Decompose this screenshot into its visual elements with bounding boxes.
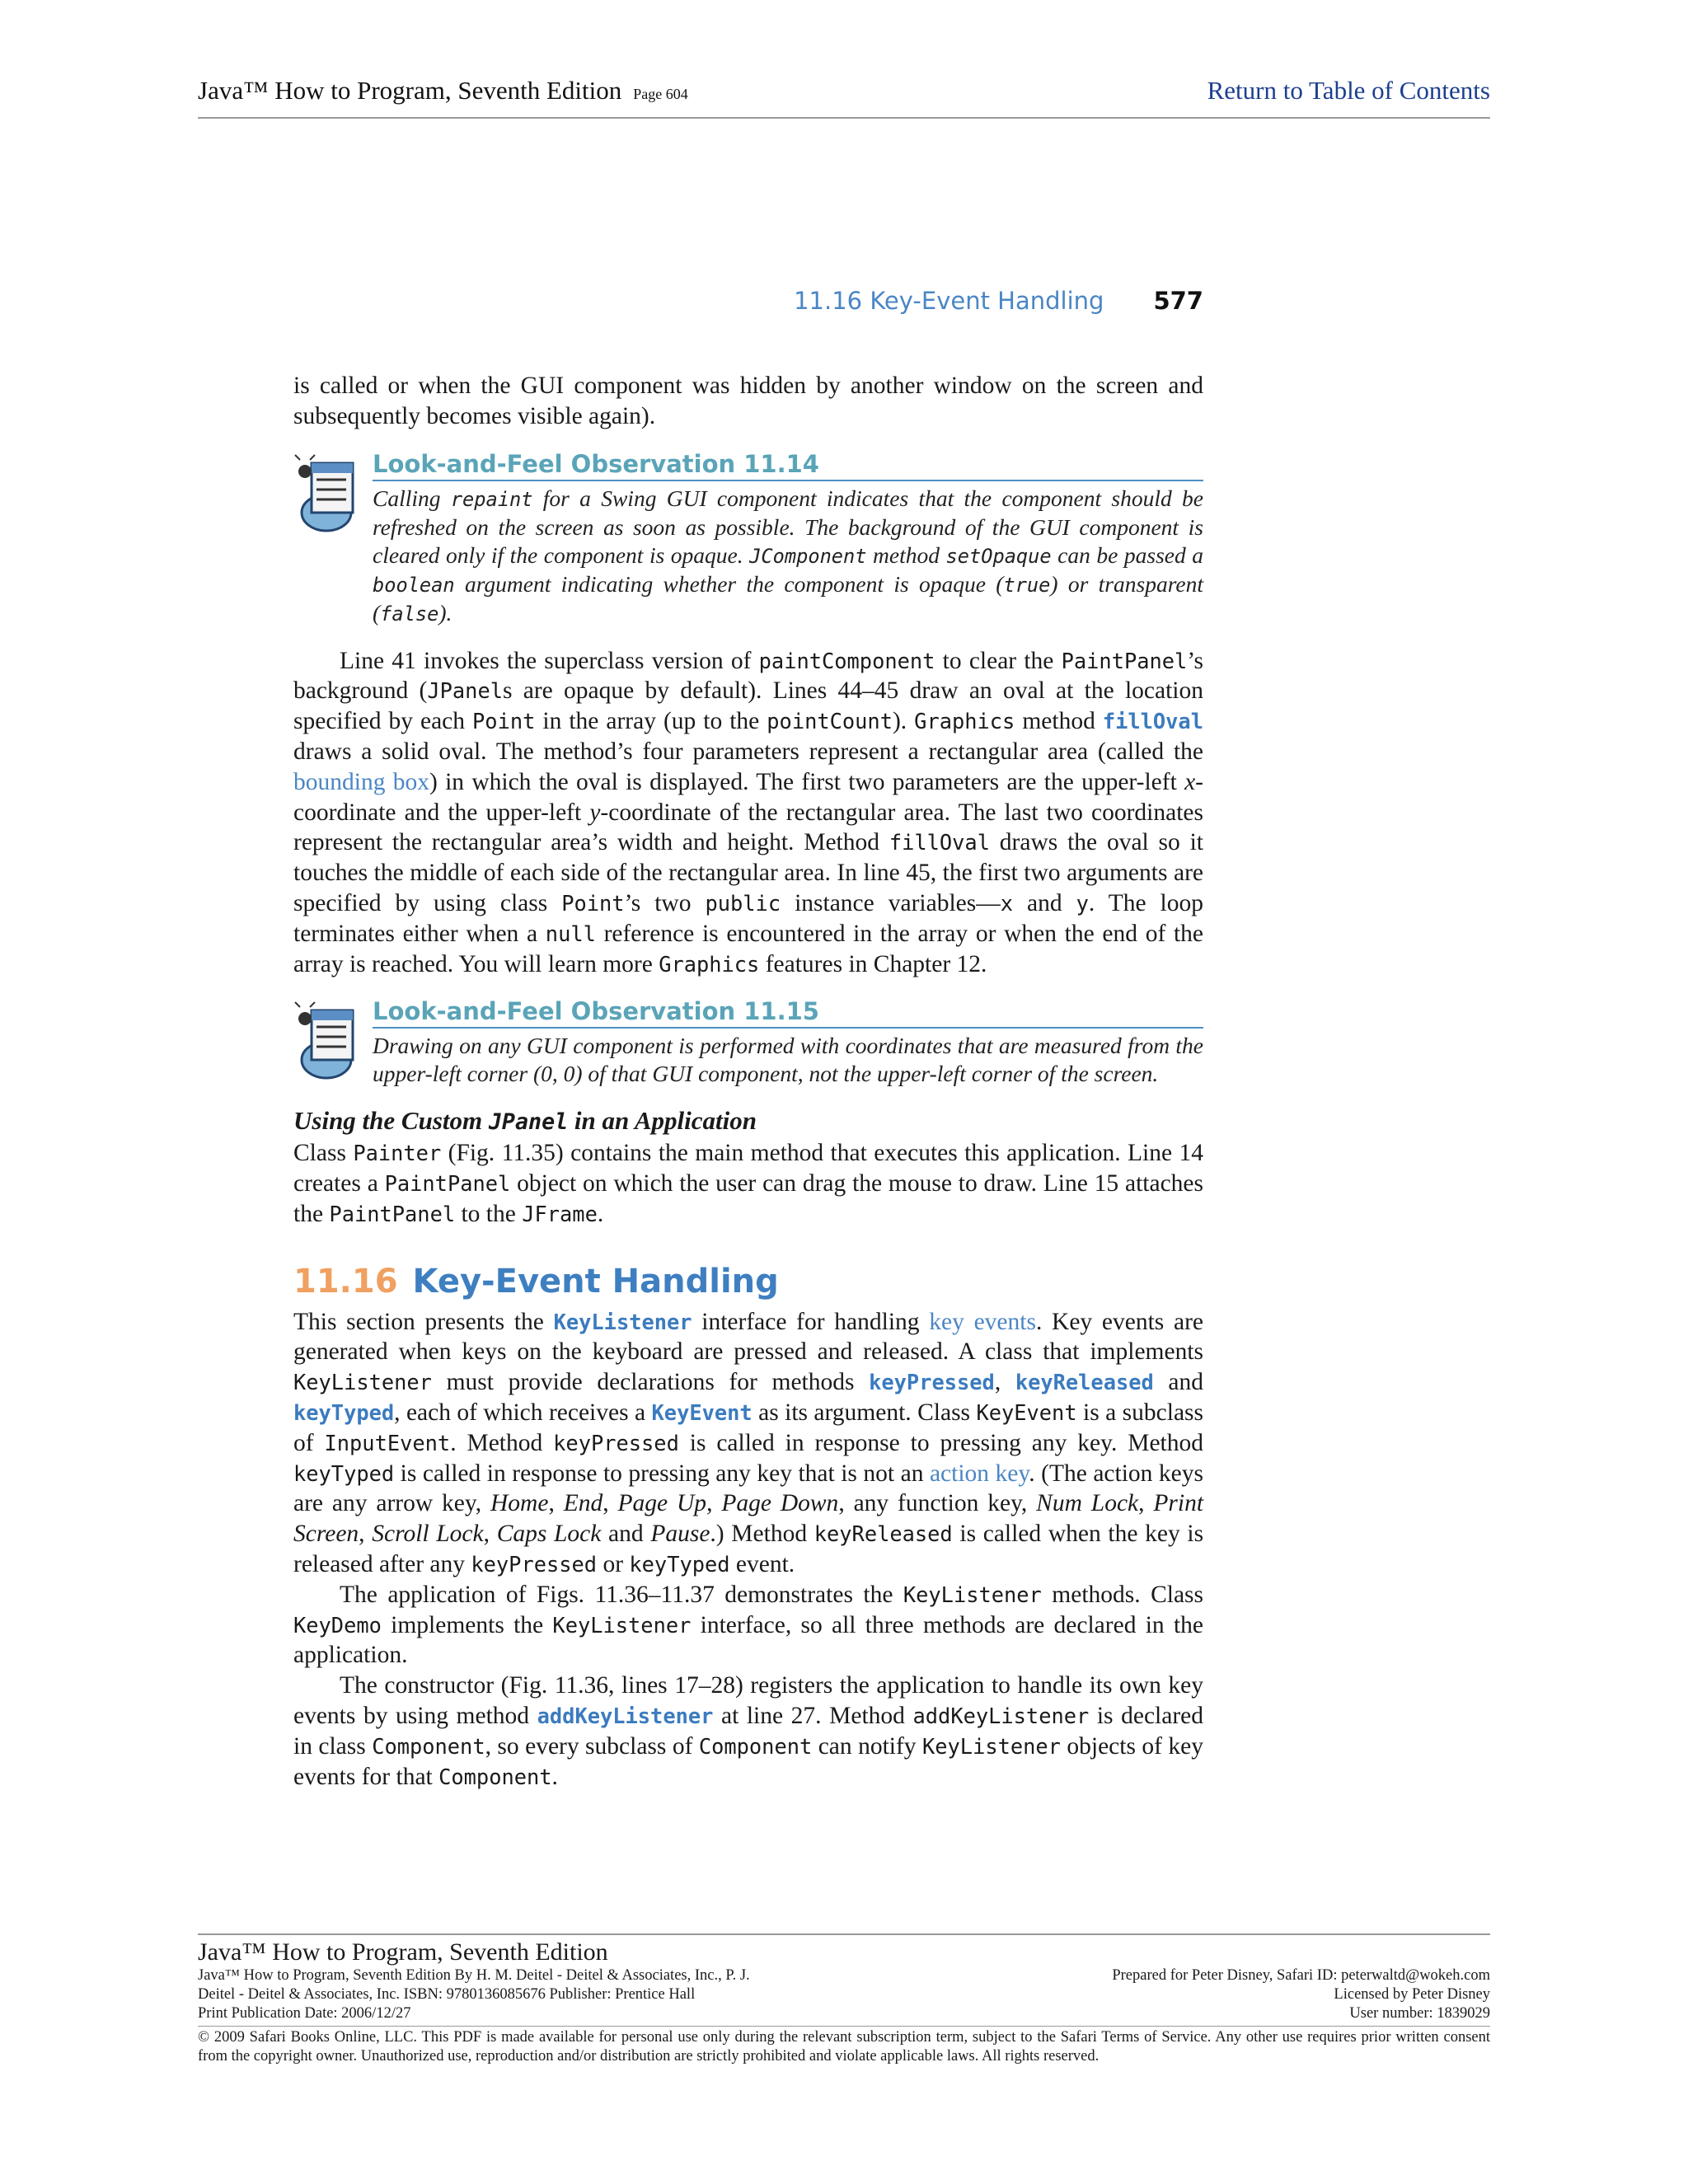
paragraph-line-41: Line 41 invokes the superclass version of paintComponent to clear the PaintPanel’s background (JPanels are opaque by default). Lines 44–45 draw an oval at the location specified by each Point in the array (up to the pointCount). Graphics method fillOval draws a solid oval. The method’s four parameters represent a rectangular area (called the bounding box) in which the oval is displayed. The first two parameters are the upper-left x-coordinate and the upper-left y-coordinate of the rectangular area. The last two coordinates represent the rectangular area’s width and height. Method fillOval draws the oval so it touches the middle of each side of the rectangular area. In line 45, the first two arguments are specified by using class Point’s two public instance variables—x and y. The loop terminates either when a null reference is encountered in the array or when the end of the array is reached. You will learn more Graphics features in Chapter 12. bbox=[293, 647, 1204, 977]
running-head-page-number: 577 bbox=[1153, 287, 1203, 315]
subsection-heading-text: Using the Custom bbox=[293, 1106, 489, 1136]
footer-publication-date: Print Publication Date: 2006/12/27 bbox=[198, 2005, 411, 2022]
book-title-text: Java™ How to Program, Seventh Edition bbox=[198, 76, 622, 105]
paragraph-continuation: is called or when the GUI component was hidden by another window on the screen and subsequently becomes visible again). bbox=[293, 373, 1203, 429]
observation-title: Look-and-Feel Observation 11.15 bbox=[373, 996, 1203, 1029]
paragraph-key-listener: This section presents the KeyListener interface for handling key events. Key events are generated when keys on the keyboard are pressed and released. A class that implements KeyListener must provide declarations for methods keyPressed, keyReleased and keyTyped, each of which receives a KeyEvent as its argument. Class KeyEvent is a subclass of InputEvent. Method keyPressed is called in response to pressing any key. Method keyTyped is called in response to pressing any key that is not an action key. (The action keys are any arrow key, Home, End, Page Up, Page Down, any function key, Num Lock, Print Screen, Scroll Lock, Caps Lock and Pause.) Method keyReleased is called when the key is released after any keyPressed or keyTyped event. bbox=[293, 1308, 1204, 1577]
look-and-feel-icon bbox=[293, 453, 368, 536]
running-head bbox=[0, 287, 1203, 315]
observation-text: Calling repaint for a Swing GUI component indicates that the component should be refreshed on the screen as soon as possible. The background of the GUI component is cleared only if the component is opaque. JComponent method setOpaque can be passed a boolean argument indicating whether the component is opaque (true) or transparent (false). bbox=[373, 485, 1204, 626]
footer-copyright: © 2009 Safari Books Online, LLC. This PDF is made available for personal use only during the relevant subscription term, subject to the Safari Terms of Service. Any other use requires prior written consent from the copyright owner. Unauthorized use, reproduction and/or distribution are strictly prohibited and violate applicable laws. All rights reserved. bbox=[198, 2026, 1490, 2066]
footer-prepared-for: Prepared for Peter Disney, Safari ID: peterwaltd@wokeh.com bbox=[1112, 1967, 1490, 1984]
running-head-title: 11.16 Key-Event Handling bbox=[794, 287, 1104, 315]
footer bbox=[198, 1933, 1490, 2066]
paragraph-painter: Class Painter (Fig. 11.35) contains the main method that executes this application. Line 14 creates a PaintPanel object on which the user can drag the mouse to draw. Line 15 attaches the PaintPanel to the JFrame. bbox=[293, 1140, 1203, 1227]
paragraph-application: The application of Figs. 11.36–11.37 demonstrates the KeyListener methods. Class KeyDemo implements the KeyListener interface, so all three methods are declared in the application. bbox=[293, 1581, 1203, 1669]
book-title bbox=[198, 76, 688, 105]
look-and-feel-icon bbox=[293, 1001, 368, 1083]
paragraph-constructor: The constructor (Fig. 11.36, lines 17–28) registers the application to handle its own key events by using method addKeyListener at line 27. Method addKeyListener is declared in class Component, so every subclass of Component can notify KeyListener objects of key events for that Component. bbox=[293, 1672, 1204, 1790]
footer-user-number: User number: 1839029 bbox=[1349, 2005, 1490, 2022]
subsection-heading-text-end: in an Application bbox=[568, 1106, 757, 1136]
subsection-heading-code: JPanel bbox=[488, 1109, 569, 1136]
footer-book-info: Java™ How to Program, Seventh Edition By H. M. Deitel - Deitel & Associates, Inc., P. J. bbox=[198, 1967, 750, 1984]
return-to-toc-link[interactable]: Return to Table of Contents bbox=[1207, 76, 1490, 105]
footer-row bbox=[198, 1966, 1490, 1985]
observation-text: Drawing on any GUI component is performed with coordinates that are measured from the upper-left corner (0, 0) of that GUI component, not the upper-left corner of the screen. bbox=[373, 1033, 1203, 1087]
section-number: 11.16 bbox=[293, 1262, 398, 1301]
footer-row bbox=[198, 1985, 1490, 2004]
footer-title: Java™ How to Program, Seventh Edition bbox=[198, 1938, 608, 1966]
look-and-feel-observation-11-14 bbox=[293, 448, 1203, 628]
observation-title: Look-and-Feel Observation 11.14 bbox=[373, 448, 1203, 481]
section-heading bbox=[293, 1261, 1203, 1302]
footer-isbn: Deitel - Deitel & Associates, Inc. ISBN: 9780136085676 Publisher: Prentice Hall bbox=[198, 1986, 696, 2003]
footer-row bbox=[198, 2004, 1490, 2023]
page-label: Page 604 bbox=[633, 86, 688, 102]
section-title: Key-Event Handling bbox=[412, 1262, 779, 1301]
footer-licensed-by: Licensed by Peter Disney bbox=[1334, 1986, 1490, 2003]
page-content bbox=[293, 371, 1203, 1792]
subsection-heading bbox=[293, 1106, 1203, 1138]
look-and-feel-observation-11-15 bbox=[293, 996, 1203, 1088]
top-header bbox=[198, 76, 1490, 119]
